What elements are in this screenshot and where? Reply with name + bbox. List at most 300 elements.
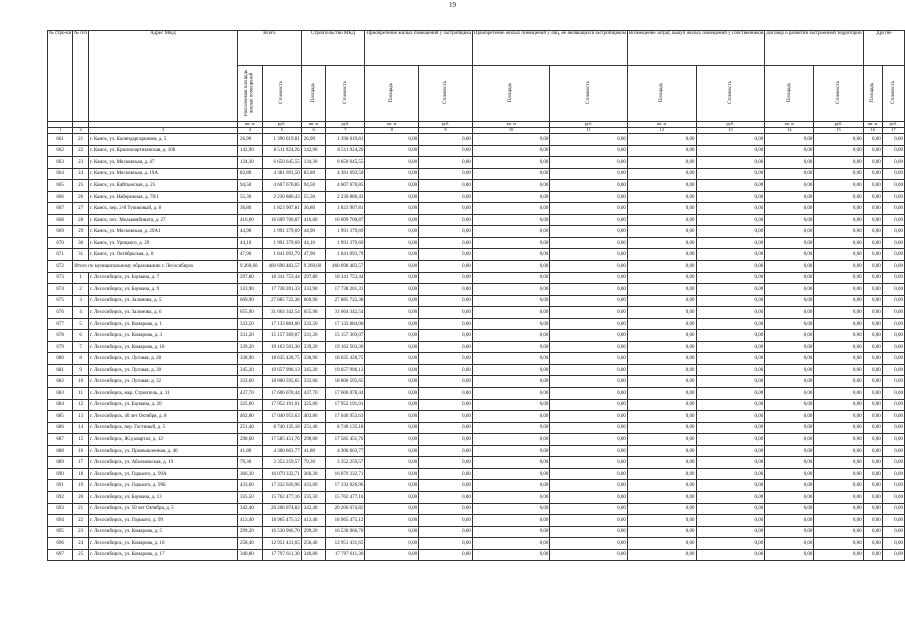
total-area-cell: 669,90 [237,295,262,307]
pp-cell: 31 [73,249,89,261]
zero-value-cell: 0,00 [419,422,473,434]
total-cost-cell: 17 952 191,01 [262,399,301,411]
construction-area-cell: 655,90 [301,307,326,319]
zero-value-cell: 0,00 [365,411,419,423]
zero-value-cell: 0,00 [863,411,882,423]
zero-value-cell: 0,00 [627,434,696,446]
zero-value-cell: 0,00 [627,272,696,284]
total-area-cell: 258,40 [237,538,262,550]
table-row [48,330,905,342]
zero-value-cell: 0,00 [627,203,696,215]
zero-value-cell: 0,00 [419,145,473,157]
zero-value-cell: 0,00 [882,214,904,226]
total-area-cell: 339,20 [237,341,262,353]
zero-value-cell: 0,00 [765,307,814,319]
zero-value-cell: 0,00 [814,318,863,330]
address-cell: г. Канск, ул. Калиндаргаршиим, д. 5 [89,134,238,146]
zero-value-cell: 0,00 [627,503,696,515]
zero-value-cell: 0,00 [627,515,696,527]
zero-value-cell: 0,00 [472,226,549,238]
table-row [48,180,905,192]
construction-cost-cell: 1 390 619,81 [326,134,365,146]
row-number-cell: 674 [48,284,73,296]
zero-value-cell: 0,00 [627,191,696,203]
construction-cost-cell: 1 991 379,69 [326,226,365,238]
table-row [48,261,905,273]
zero-value-cell: 0,00 [814,330,863,342]
zero-value-cell: 0,00 [863,272,882,284]
row-number-cell: 694 [48,515,73,527]
zero-value-cell: 0,00 [814,249,863,261]
zero-value-cell: 0,00 [696,214,765,226]
zero-value-cell: 0,00 [472,341,549,353]
construction-area-cell: 82,80 [301,168,326,180]
zero-value-cell: 0,00 [696,180,765,192]
construction-cost-cell: 1 991 379,69 [326,237,365,249]
construction-area-cell: 325,00 [301,399,326,411]
zero-value-cell: 0,00 [882,284,904,296]
total-area-cell: 82,80 [237,168,262,180]
row-number-cell: 695 [48,526,73,538]
subheader-cost: Стоимость [814,66,863,122]
total-cost-cell: 18 341 753,44 [262,272,301,284]
zero-value-cell: 0,00 [696,249,765,261]
subheader-cost: Стоимость [262,66,301,122]
construction-area-cell: 340,80 [301,549,326,561]
pp-cell: 6 [73,330,89,342]
header-acq-developer: Приобретение жилых помещений у застройщика [365,31,473,66]
zero-value-cell: 0,00 [863,445,882,457]
address-cell: г. Канск, ул. Кайтымская, д. 25 [89,180,238,192]
construction-cost-cell: 16 079 332,71 [326,468,365,480]
zero-value-cell: 0,00 [419,330,473,342]
zero-value-cell: 0,00 [550,249,627,261]
zero-value-cell: 0,00 [627,491,696,503]
zero-value-cell: 0,00 [863,249,882,261]
row-number-cell: 665 [48,180,73,192]
zero-value-cell: 0,00 [627,237,696,249]
total-cost-cell: 16 530 966,70 [262,526,301,538]
zero-value-cell: 0,00 [882,503,904,515]
header-acq-non-developer: Приобретение жилых помещений у лиц, не являющихся застройщиком [472,31,627,66]
unit-rub: руб. [326,122,365,128]
zero-value-cell: 0,00 [627,295,696,307]
total-area-cell: 433,00 [237,480,262,492]
zero-value-cell: 0,00 [419,318,473,330]
total-area-cell: 36,80 [237,203,262,215]
total-cost-cell: 17 332 026,96 [262,480,301,492]
address-cell: г. Лесосибирск, Ж/д квартал, д. 12 [89,434,238,446]
row-number-cell: 679 [48,341,73,353]
zero-value-cell: 0,00 [863,330,882,342]
zero-value-cell: 0,00 [472,157,549,169]
zero-value-cell: 0,00 [863,203,882,215]
construction-area-cell: 339,20 [301,341,326,353]
table-row [48,168,905,180]
zero-value-cell: 0,00 [627,330,696,342]
pp-cell: 17 [73,457,89,469]
zero-value-cell: 0,00 [765,388,814,400]
row-number-cell: 687 [48,434,73,446]
zero-value-cell: 0,00 [882,168,904,180]
table-body [48,134,905,561]
zero-value-cell: 0,00 [365,468,419,480]
row-number-cell: 697 [48,549,73,561]
zero-value-cell: 0,00 [814,388,863,400]
construction-area-cell: 342,40 [301,503,326,515]
zero-value-cell: 0,00 [814,468,863,480]
row-number-cell: 676 [48,307,73,319]
table-row [48,318,905,330]
zero-value-cell: 0,00 [863,399,882,411]
zero-value-cell: 0,00 [696,157,765,169]
zero-value-cell: 0,00 [419,214,473,226]
construction-cost-cell: 17 040 953,63 [326,411,365,423]
zero-value-cell: 0,00 [814,341,863,353]
pp-cell: 18 [73,468,89,480]
zero-value-cell: 0,00 [882,157,904,169]
total-area-cell: 290,60 [237,434,262,446]
zero-value-cell: 0,00 [550,237,627,249]
zero-value-cell: 0,00 [863,145,882,157]
subheader-area: Площадь [863,66,882,122]
column-number: 2 [73,128,89,134]
zero-value-cell: 0,00 [882,480,904,492]
total-cost-cell: 3 352 259,57 [262,457,301,469]
zero-value-cell: 0,00 [472,434,549,446]
zero-value-cell: 0,00 [765,353,814,365]
header-other: Другие [863,31,904,66]
construction-area-cell: 47,90 [301,249,326,261]
zero-value-cell: 0,00 [365,515,419,527]
pp-cell: 25 [73,549,89,561]
address-cell: г. Лесосибирск, ул. Заломова, д. 5 [89,295,238,307]
row-number-cell: 688 [48,445,73,457]
zero-value-cell: 0,00 [696,145,765,157]
construction-area-cell: 251,40 [301,422,326,434]
address-cell: г. Лесосибирск, ул. Промышленная, д. 40 [89,445,238,457]
total-area-cell: 333,50 [237,318,262,330]
construction-area-cell: 299,20 [301,526,326,538]
zero-value-cell: 0,00 [627,480,696,492]
table-row [48,503,905,515]
zero-value-cell: 0,00 [696,203,765,215]
table-row [48,468,905,480]
zero-value-cell: 0,00 [472,457,549,469]
total-area-cell: 342,40 [237,503,262,515]
zero-value-cell: 0,00 [765,468,814,480]
construction-area-cell: 36,80 [301,203,326,215]
column-number: 12 [627,128,696,134]
zero-value-cell: 0,00 [472,480,549,492]
construction-cost-cell: 6 650 645,55 [326,157,365,169]
column-number: 8 [365,128,419,134]
zero-value-cell: 0,00 [419,503,473,515]
subheader-area: Площадь [472,66,549,122]
total-area-cell: 299,20 [237,526,262,538]
zero-value-cell: 0,00 [882,295,904,307]
construction-cost-cell: 18 341 753,44 [326,272,365,284]
row-number-cell: 683 [48,388,73,400]
pp-cell: 15 [73,434,89,446]
total-area-cell: 142,90 [237,145,262,157]
address-cell: г. Канск, ул. Набережная, д. 78/1 [89,191,238,203]
table-row [48,364,905,376]
zero-value-cell: 0,00 [696,457,765,469]
total-area-cell: 134,30 [237,157,262,169]
total-area-cell: 402,80 [237,411,262,423]
construction-cost-cell: 8 740 135,18 [326,422,365,434]
construction-area-cell: 297,80 [301,272,326,284]
zero-value-cell: 0,00 [365,503,419,515]
address-cell: г. Лесосибирск, ул. Бауманa, д. 7 [89,272,238,284]
zero-value-cell: 0,00 [472,307,549,319]
zero-value-cell: 0,00 [627,249,696,261]
construction-cost-cell: 17 585 451,76 [326,434,365,446]
zero-value-cell: 0,00 [863,353,882,365]
column-number: 13 [696,128,765,134]
total-cost-cell: 16 609 700,87 [262,214,301,226]
unit-rub: руб. [882,122,904,128]
zero-value-cell: 0,00 [365,399,419,411]
construction-area-cell: 134,30 [301,157,326,169]
table-row [48,295,905,307]
zero-value-cell: 0,00 [696,284,765,296]
zero-value-cell: 0,00 [882,261,904,273]
zero-value-cell: 0,00 [550,549,627,561]
construction-area-cell: 366,30 [301,468,326,480]
construction-cost-cell: 4 300 663,77 [326,445,365,457]
zero-value-cell: 0,00 [863,284,882,296]
zero-value-cell: 0,00 [814,538,863,550]
column-number: 15 [814,128,863,134]
row-number-cell: 662 [48,145,73,157]
zero-value-cell: 0,00 [863,295,882,307]
zero-value-cell: 0,00 [814,364,863,376]
address-cell: г. Канск, ул. Урицкого, д. 29 [89,237,238,249]
table-row [48,145,905,157]
zero-value-cell: 0,00 [472,261,549,273]
header-dev-contract: Договор о развитии застроенной территории [765,31,863,66]
zero-value-cell: 0,00 [696,468,765,480]
total-cost-cell: 19 163 503,30 [262,341,301,353]
header-pp: № п/п [73,31,89,122]
address-cell: г. Лесосибирск, ул. Бауманa, д. 9 [89,284,238,296]
construction-area-cell: 345,20 [301,364,326,376]
zero-value-cell: 0,00 [814,422,863,434]
zero-value-cell: 0,00 [863,422,882,434]
zero-value-cell: 0,00 [863,191,882,203]
resettlement-table [47,30,905,561]
pp-cell: 22 [73,515,89,527]
zero-value-cell: 0,00 [365,422,419,434]
construction-cost-cell: 1 823 907,81 [326,203,365,215]
construction-area-cell: 55,30 [301,191,326,203]
construction-area-cell: 413,40 [301,515,326,527]
zero-value-cell: 0,00 [419,307,473,319]
total-cost-cell: 8 740 135,18 [262,422,301,434]
zero-value-cell: 0,00 [696,434,765,446]
zero-value-cell: 0,00 [696,226,765,238]
zero-value-cell: 0,00 [882,549,904,561]
construction-area-cell: 44,90 [301,226,326,238]
row-number-cell: 686 [48,422,73,434]
table-row [48,445,905,457]
zero-value-cell: 0,00 [550,399,627,411]
address-cell: г. Канск, ул. Московская, д. 29А1 [89,226,238,238]
pp-cell: 10 [73,376,89,388]
address-cell: г. Канск, пер. 2-й Тупиковый, д. 8 [89,203,238,215]
address-cell: г. Лесосибирск, мкр. Строитель, д. 11 [89,388,238,400]
column-number: 16 [863,128,882,134]
table-row [48,480,905,492]
zero-value-cell: 0,00 [419,134,473,146]
zero-value-cell: 0,00 [814,295,863,307]
construction-area-cell: 79,30 [301,457,326,469]
zero-value-cell: 0,00 [765,491,814,503]
zero-value-cell: 0,00 [882,272,904,284]
zero-value-cell: 0,00 [550,468,627,480]
pp-cell: 19 [73,480,89,492]
row-number-cell: 666 [48,191,73,203]
zero-value-cell: 0,00 [765,549,814,561]
construction-cost-cell: 12 951 431,65 [326,538,365,550]
zero-value-cell: 0,00 [472,295,549,307]
unit-rub: руб. [262,122,301,128]
zero-value-cell: 0,00 [419,341,473,353]
table-row [48,237,905,249]
zero-value-cell: 0,00 [696,503,765,515]
zero-value-cell: 0,00 [863,388,882,400]
table-row [48,353,905,365]
address-cell: г. Лесосибирск, ул. Заломова, д. 6 [89,307,238,319]
construction-area-cell: 41,80 [301,445,326,457]
zero-value-cell: 0,00 [419,480,473,492]
zero-value-cell: 0,00 [419,515,473,527]
construction-cost-cell: 19 657 996,13 [326,364,365,376]
pp-cell: 23 [73,526,89,538]
zero-value-cell: 0,00 [863,364,882,376]
zero-value-cell: 0,00 [765,434,814,446]
table-row [48,515,905,527]
total-cost-cell: 27 885 722,38 [262,295,301,307]
zero-value-cell: 0,00 [814,272,863,284]
zero-value-cell: 0,00 [882,422,904,434]
zero-value-cell: 0,00 [765,399,814,411]
zero-value-cell: 0,00 [472,526,549,538]
column-number: 6 [301,128,326,134]
address-cell: г. Лесосибирск, ул. Луговая, д. 30 [89,364,238,376]
total-cost-cell: 20 206 074,82 [262,503,301,515]
total-area-cell: 437,70 [237,388,262,400]
total-cost-cell: 1 823 907,81 [262,203,301,215]
zero-value-cell: 0,00 [472,364,549,376]
header-construction: Строительство МКД [301,31,365,66]
total-area-cell: 251,40 [237,422,262,434]
zero-value-cell: 0,00 [696,134,765,146]
zero-value-cell: 0,00 [765,180,814,192]
pp-cell: 30 [73,237,89,249]
table-row [48,134,905,146]
zero-value-cell: 0,00 [472,388,549,400]
zero-value-cell: 0,00 [627,422,696,434]
zero-value-cell: 0,00 [814,226,863,238]
zero-value-cell: 0,00 [863,261,882,273]
zero-value-cell: 0,00 [882,237,904,249]
zero-value-cell: 0,00 [472,191,549,203]
zero-value-cell: 0,00 [365,261,419,273]
address-cell: г. Лесосибирск, ул. Комарова, д. 1 [89,318,238,330]
total-cost-cell: 17 133 884,00 [262,318,301,330]
zero-value-cell: 0,00 [696,191,765,203]
zero-value-cell: 0,00 [550,434,627,446]
address-cell: г. Лесосибирск, 40 лет Октября, д. 8 [89,411,238,423]
zero-value-cell: 0,00 [696,237,765,249]
zero-value-cell: 0,00 [419,249,473,261]
zero-value-cell: 0,00 [419,388,473,400]
pp-cell: 8 [73,353,89,365]
zero-value-cell: 0,00 [419,538,473,550]
zero-value-cell: 0,00 [627,157,696,169]
total-cost-cell: 8 511 924,26 [262,145,301,157]
address-cell: г. Канск, ул. Московская, д. 47 [89,157,238,169]
table-row [48,549,905,561]
zero-value-cell: 0,00 [419,434,473,446]
total-area-cell: 94,50 [237,180,262,192]
zero-value-cell: 0,00 [765,226,814,238]
zero-value-cell: 0,00 [814,445,863,457]
row-number-cell: 667 [48,203,73,215]
zero-value-cell: 0,00 [365,445,419,457]
zero-value-cell: 0,00 [365,549,419,561]
zero-value-cell: 0,00 [419,457,473,469]
zero-value-cell: 0,00 [472,318,549,330]
zero-value-cell: 0,00 [365,330,419,342]
subheader-area: Площадь [301,66,326,122]
zero-value-cell: 0,00 [765,364,814,376]
row-number-cell: 670 [48,237,73,249]
zero-value-cell: 0,00 [365,307,419,319]
zero-value-cell: 0,00 [814,515,863,527]
zero-value-cell: 0,00 [882,445,904,457]
zero-value-cell: 0,00 [627,168,696,180]
zero-value-cell: 0,00 [863,526,882,538]
zero-value-cell: 0,00 [882,515,904,527]
row-number-cell: 675 [48,295,73,307]
row-number-cell: 664 [48,168,73,180]
table-row [48,284,905,296]
zero-value-cell: 0,00 [627,526,696,538]
zero-value-cell: 0,00 [863,237,882,249]
unit-sqm: кв. м [765,122,814,128]
zero-value-cell: 0,00 [863,168,882,180]
zero-value-cell: 0,00 [882,226,904,238]
zero-value-cell: 0,00 [765,480,814,492]
construction-cost-cell: 17 133 884,00 [326,318,365,330]
zero-value-cell: 0,00 [882,538,904,550]
total-area-cell: 55,30 [237,191,262,203]
zero-value-cell: 0,00 [472,330,549,342]
zero-value-cell: 0,00 [765,318,814,330]
address-cell: г. Канск, ул. Октябрьская, д. 8 [89,249,238,261]
zero-value-cell: 0,00 [419,376,473,388]
address-cell: г. Лесосибирск, ул. Бауманa, д. 13 [89,491,238,503]
zero-value-cell: 0,00 [550,515,627,527]
zero-value-cell: 0,00 [696,399,765,411]
zero-value-cell: 0,00 [472,538,549,550]
zero-value-cell: 0,00 [550,318,627,330]
total-area-cell: 44,90 [237,226,262,238]
